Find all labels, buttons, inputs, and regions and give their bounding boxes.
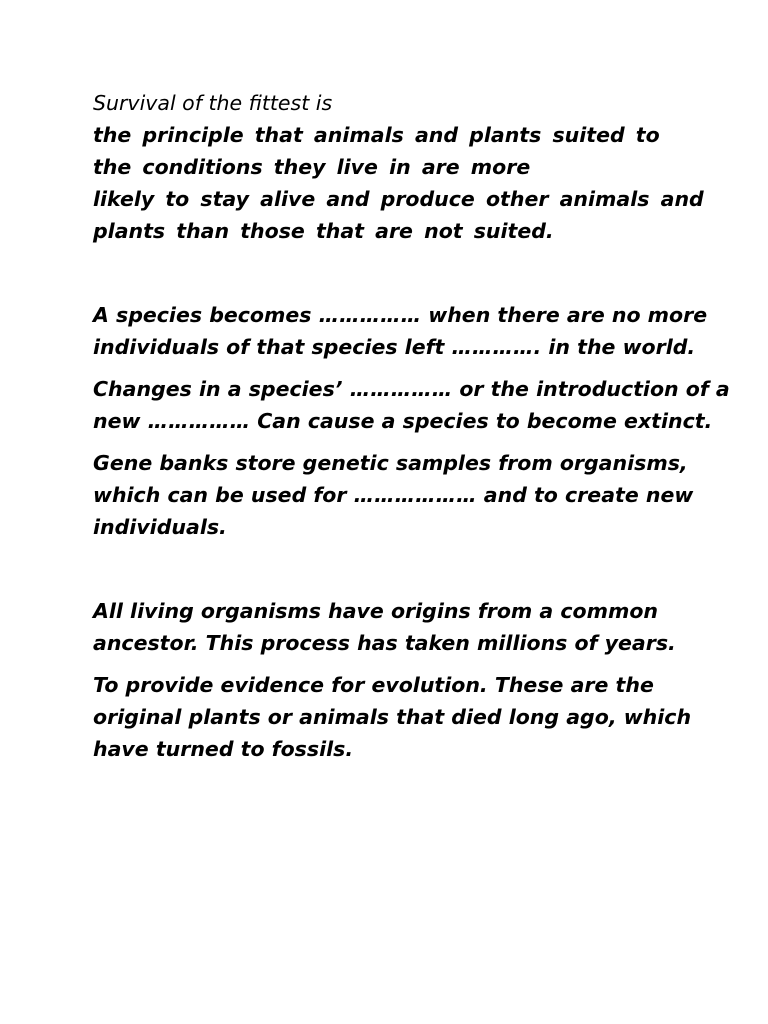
- question-line: individuals of that species left …………. in the world.: [93, 335, 696, 359]
- definition-line: the conditions they live in are more: [93, 155, 531, 179]
- spacer: [93, 659, 683, 669]
- extinction-question-1: [93, 299, 708, 363]
- question-line: which can be used for ……………… and to create new: [93, 483, 694, 507]
- document-body: [93, 87, 730, 765]
- question-line: Changes in a species’ …………… or the introduction of a: [93, 377, 730, 401]
- paragraph-line: have turned to fossils.: [93, 737, 354, 761]
- gene-bank-question: [93, 447, 694, 543]
- paragraph-line: All living organisms have origins from a common: [93, 599, 659, 623]
- spacer: [93, 363, 683, 373]
- definition-line: Survival of the fittest is: [93, 91, 333, 115]
- question-line: individuals.: [93, 515, 227, 539]
- paragraph-line: To provide evidence for evolution. These are the: [93, 673, 654, 697]
- definition-line: likely to stay alive and produce other animals and: [93, 187, 704, 211]
- spacer: [93, 247, 683, 299]
- question-line: A species becomes …………… when there are no more: [93, 303, 708, 327]
- definition-line: the principle that animals and plants suited to: [93, 123, 660, 147]
- survival-of-fittest-definition: [93, 87, 704, 247]
- paragraph-line: ancestor. This process has taken millions of years.: [93, 631, 676, 655]
- paragraph-line: original plants or animals that died long ago, which: [93, 705, 692, 729]
- evolution-paragraph-2: [93, 669, 692, 765]
- spacer: [93, 543, 683, 595]
- extinction-question-2: [93, 373, 730, 437]
- question-line: new …………… Can cause a species to become extinct.: [93, 409, 713, 433]
- question-line: Gene banks store genetic samples from organisms,: [93, 451, 688, 475]
- spacer: [93, 437, 683, 447]
- evolution-paragraph-1: [93, 595, 683, 659]
- definition-line: plants than those that are not suited.: [93, 219, 554, 243]
